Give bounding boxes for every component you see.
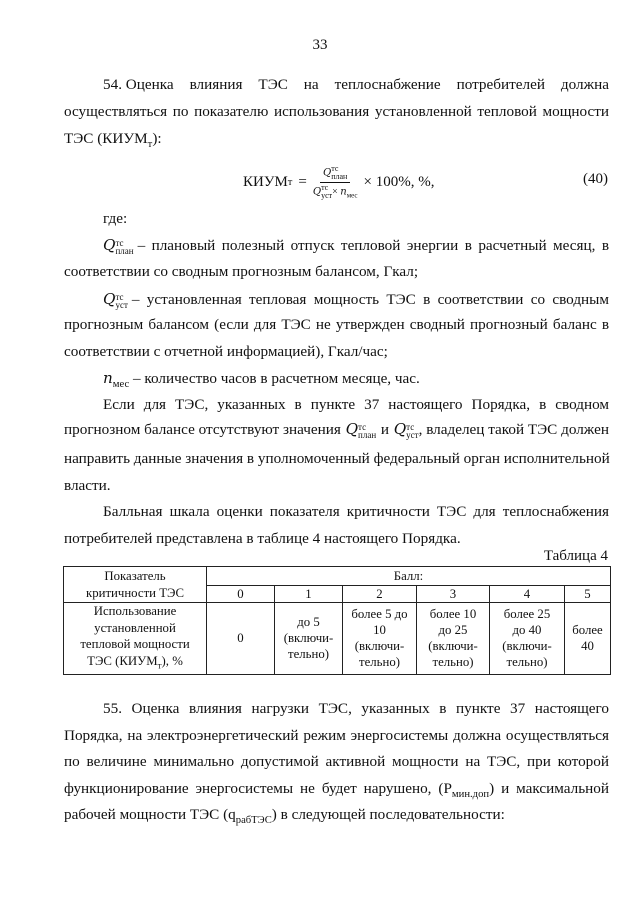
def-q-ust-line-2: прогнозным балансом (если для ТЭС не утвержден сводный прогнозный баланс в — [64, 316, 609, 333]
word: потребителей — [456, 76, 545, 93]
text: (включи- — [502, 639, 552, 654]
cell-score-4 — [490, 603, 565, 675]
var: Q — [103, 236, 116, 254]
text: рабочей мощности ТЭС (q — [64, 806, 236, 823]
p55-line-4 — [64, 780, 609, 804]
score-4: 4 — [490, 586, 565, 603]
p55-line-2: Порядка, на электроэнергетический режим энергосистемы должна осуществляться — [64, 727, 609, 744]
var: n — [340, 185, 347, 197]
times: × — [332, 185, 338, 197]
where-label: где: — [103, 210, 128, 227]
p-scale-line-1: Балльная шкала оценки показателя критичности ТЭС для теплоснабжения — [103, 503, 609, 520]
sub: уст — [321, 190, 333, 200]
cell-score-5: более 40 — [565, 603, 611, 675]
sub: рабТЭС — [235, 815, 272, 827]
word: должна — [560, 76, 609, 93]
formula-rhs: × 100%, %, — [363, 173, 435, 190]
text: , владелец такой ТЭС должен — [418, 421, 609, 438]
formula-eq: = — [298, 173, 307, 190]
score-0: 0 — [207, 586, 275, 603]
p-if-line-3: направить данные значения в уполномоченный федеральный орган исполнительной — [64, 450, 610, 467]
text: – количество часов в расчетном месяце, час. — [133, 370, 420, 387]
sub: уст — [115, 299, 128, 310]
table-header-row-1 — [64, 567, 611, 586]
formula-lhs-sub: т — [287, 176, 293, 188]
text: тельно) — [506, 655, 548, 670]
sub: план — [358, 429, 377, 440]
text: и — [380, 420, 389, 438]
var: Q — [393, 420, 407, 438]
text: тельно) — [287, 647, 329, 662]
sup: тс — [115, 291, 124, 302]
text: (включи- — [283, 631, 334, 646]
var: Q — [323, 166, 332, 178]
text: ) и максимальной — [489, 780, 609, 797]
p55-line-3: по величине минимально допустимой активной мощности на ТЭС, при которой — [64, 753, 609, 770]
fraction-numerator — [320, 165, 350, 183]
text: более 5 до — [351, 607, 408, 622]
def-q-plan-line-2: соответствии со сводным прогнозным балансом, Гкал; — [64, 263, 419, 280]
def-n-mes — [103, 369, 609, 394]
word: на — [303, 76, 319, 93]
sub: мес — [346, 190, 358, 199]
text: Использование — [93, 604, 177, 618]
sup: тс — [331, 163, 339, 173]
cell-score-0: 0 — [207, 603, 275, 675]
def-q-ust-line-3: соответствии с отчетной информацией), Гкал/час; — [64, 343, 388, 360]
score-2: 2 — [343, 586, 417, 603]
page-number: 33 — [312, 37, 328, 53]
text: до 25 — [438, 623, 468, 638]
row-label — [64, 603, 207, 675]
score-3: 3 — [417, 586, 490, 603]
q-ust-inline — [394, 420, 609, 439]
var: Q — [345, 420, 359, 438]
p-if-line-2 — [64, 420, 609, 439]
sub: т — [157, 660, 162, 671]
cell-score-3 — [417, 603, 490, 675]
fraction-denominator — [313, 183, 358, 200]
text: ) в следующей последовательности: — [271, 806, 505, 823]
var: n — [103, 369, 113, 387]
word: 54. Оценка — [103, 76, 174, 93]
formula-lhs: КИУМ — [243, 173, 288, 190]
sup: тс — [406, 421, 415, 432]
p54-line-2: осуществляться по показателю использования установленной тепловой мощности — [64, 103, 609, 120]
sub: мин.доп — [451, 789, 490, 801]
sup: тс — [115, 237, 124, 248]
text: функционирование энергосистемы не будет нарушено, (P — [64, 780, 452, 797]
subscript: т — [147, 139, 153, 151]
text: более 10 — [429, 607, 477, 622]
var: Q — [312, 185, 322, 197]
text: критичности ТЭС — [85, 585, 185, 600]
text: ), % — [161, 653, 183, 668]
p54-line-1 — [103, 76, 609, 94]
cell-score-2 — [343, 603, 417, 675]
word: теплоснабжение — [334, 76, 441, 93]
p-if-line-1: Если для ТЭС, указанных в пункте 37 настоящего Порядка, в сводном — [103, 396, 609, 413]
text: (включи- — [354, 639, 405, 654]
formula-40 — [243, 164, 434, 200]
text: ТЭС (КИУМ — [64, 130, 148, 147]
formula-fraction — [313, 165, 358, 200]
word: ТЭС — [258, 76, 288, 93]
text: – установленная тепловая мощность ТЭС в соответствии со сводным — [131, 291, 609, 308]
sub: мес — [112, 379, 130, 391]
text: тельно) — [358, 655, 400, 670]
score-1: 1 — [275, 586, 343, 603]
sub: уст — [406, 429, 419, 440]
text: тельно) — [432, 655, 474, 670]
text: (включи- — [428, 639, 478, 654]
def-q-plan — [103, 236, 609, 255]
text: прогнозном балансе отсутствуют значения — [64, 420, 341, 438]
p55-line-1: 55. Оценка влияния нагрузки ТЭС, указанных в пункте 37 настоящего — [103, 700, 609, 717]
text: ): — [152, 130, 162, 147]
cell-score-1 — [275, 603, 343, 675]
word: влияния — [189, 76, 243, 93]
text: – плановый полезный отпуск тепловой энергии в расчетный месяц, в — [137, 237, 609, 254]
score-5: 5 — [565, 586, 611, 603]
text: установленной — [94, 620, 176, 635]
text: более 25 — [503, 607, 551, 622]
q-plan-inline — [346, 420, 377, 439]
sup: тс — [358, 421, 367, 432]
table-caption: Таблица 4 — [543, 548, 608, 564]
p-if-line-4: власти. — [64, 477, 111, 494]
sub: план — [115, 245, 134, 256]
header-indicator — [64, 567, 207, 603]
text: тепловой мощности — [80, 637, 190, 651]
sup: тс — [321, 182, 329, 192]
table-row — [64, 603, 611, 675]
header-score: Балл: — [207, 567, 611, 586]
p55-line-5 — [64, 806, 609, 830]
equation-number: (40) — [583, 171, 608, 187]
text: ТЭС (КИУМ — [87, 653, 158, 668]
sub: план — [331, 171, 348, 181]
text: Показатель — [104, 568, 166, 583]
text: до 40 — [512, 623, 542, 638]
table-4 — [63, 566, 611, 675]
text: до 5 — [297, 615, 320, 630]
p54-line-3 — [64, 130, 609, 154]
p-scale-line-2: потребителей представлена в таблице 4 настоящего Порядка. — [64, 530, 461, 547]
text: 10 — [373, 623, 386, 638]
var: Q — [103, 290, 116, 308]
def-q-ust — [103, 290, 609, 309]
